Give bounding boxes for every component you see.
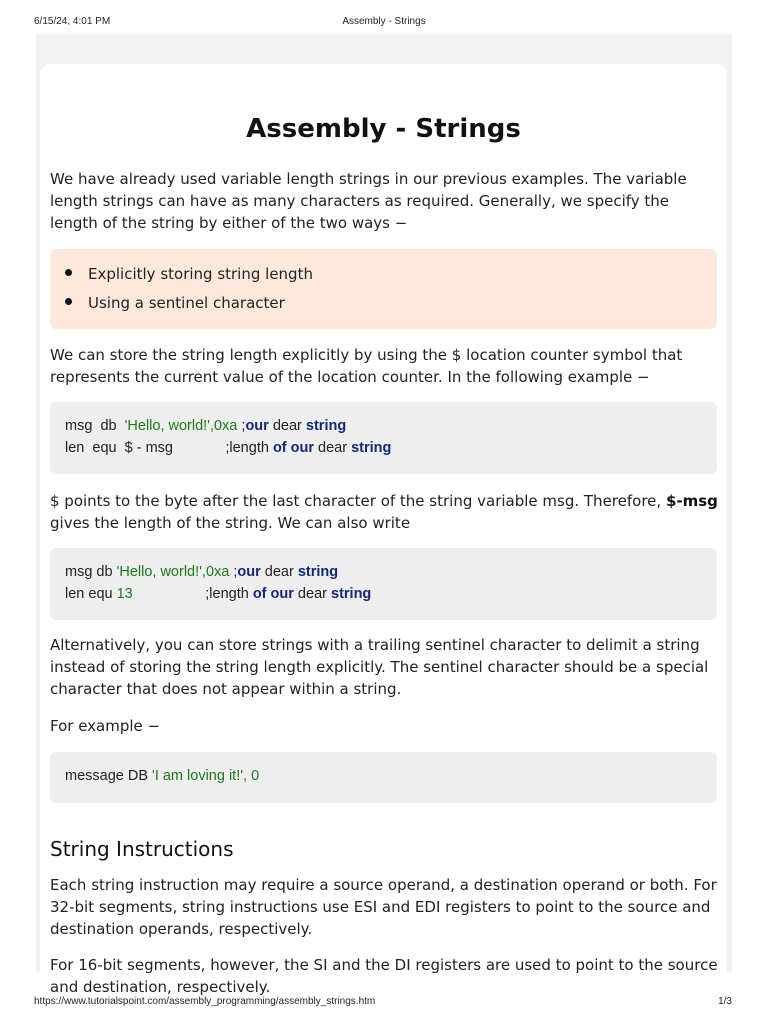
sentinel-paragraph: Alternatively, you can store strings with a trailing sentinel character to delimit a string instead of storing the string length explicitly. The sentinel character should be a special character that does not appear within a string.	[50, 636, 709, 698]
code-line: len equ 13 ;length of our dear string	[65, 586, 372, 602]
note-box	[50, 249, 717, 329]
bullet-icon	[65, 269, 72, 276]
code-line: message DB 'I am loving it!', 0	[65, 768, 260, 784]
code-line: msg db 'Hello, world!',0xa ;our dear string	[65, 418, 347, 434]
list-item	[65, 264, 313, 284]
list-item-text: Explicitly storing string length	[88, 265, 313, 283]
print-datetime: 6/15/24, 4:01 PM	[34, 16, 111, 27]
dollar-paragraph: $ points to the byte after the last character of the string variable msg. Therefore, $-msg gives the length of the string. We can also write	[50, 492, 718, 532]
bullet-icon	[65, 298, 72, 305]
article-card	[40, 64, 727, 994]
code-line: msg db 'Hello, world!',0xa ;our dear string	[65, 564, 339, 580]
print-header	[0, 16, 768, 30]
code-line: len equ $ - msg ;length of our dear string	[65, 440, 392, 456]
print-footer	[0, 996, 768, 1010]
instructions-paragraph: Each string instruction may require a source operand, a destination operand or both. For 32-bit segments, string instructions use ESI and EDI registers to point to the source and destination operands, respectively.	[50, 876, 717, 938]
list-item	[65, 293, 285, 313]
intro-paragraph: We have already used variable length strings in our previous examples. The variable length strings can have as many characters as required. Generally, we specify the length of the string by either of the two ways −	[50, 170, 687, 232]
print-doc-title: Assembly - Strings	[342, 16, 426, 27]
code-block-2	[50, 548, 717, 620]
page-background	[36, 34, 732, 996]
example-paragraph: For example −	[50, 717, 161, 735]
code-block-3	[50, 752, 717, 803]
print-page-number: 1/3	[718, 996, 732, 1007]
list-item-text: Using a sentinel character	[88, 294, 285, 312]
code-block-1	[50, 402, 717, 474]
section-heading: String Instructions	[50, 837, 234, 861]
page-title: Assembly - Strings	[246, 114, 521, 144]
sixteen-bit-paragraph: For 16-bit segments, however, the SI and the DI registers are used to point to the source and destination, respectively.	[50, 956, 718, 996]
location-counter-paragraph: We can store the string length explicitly by using the $ location counter symbol that represents the current value of the location counter. In the following example −	[50, 346, 683, 386]
print-url: https://www.tutorialspoint.com/assembly_programming/assembly_strings.htm	[34, 996, 376, 1007]
